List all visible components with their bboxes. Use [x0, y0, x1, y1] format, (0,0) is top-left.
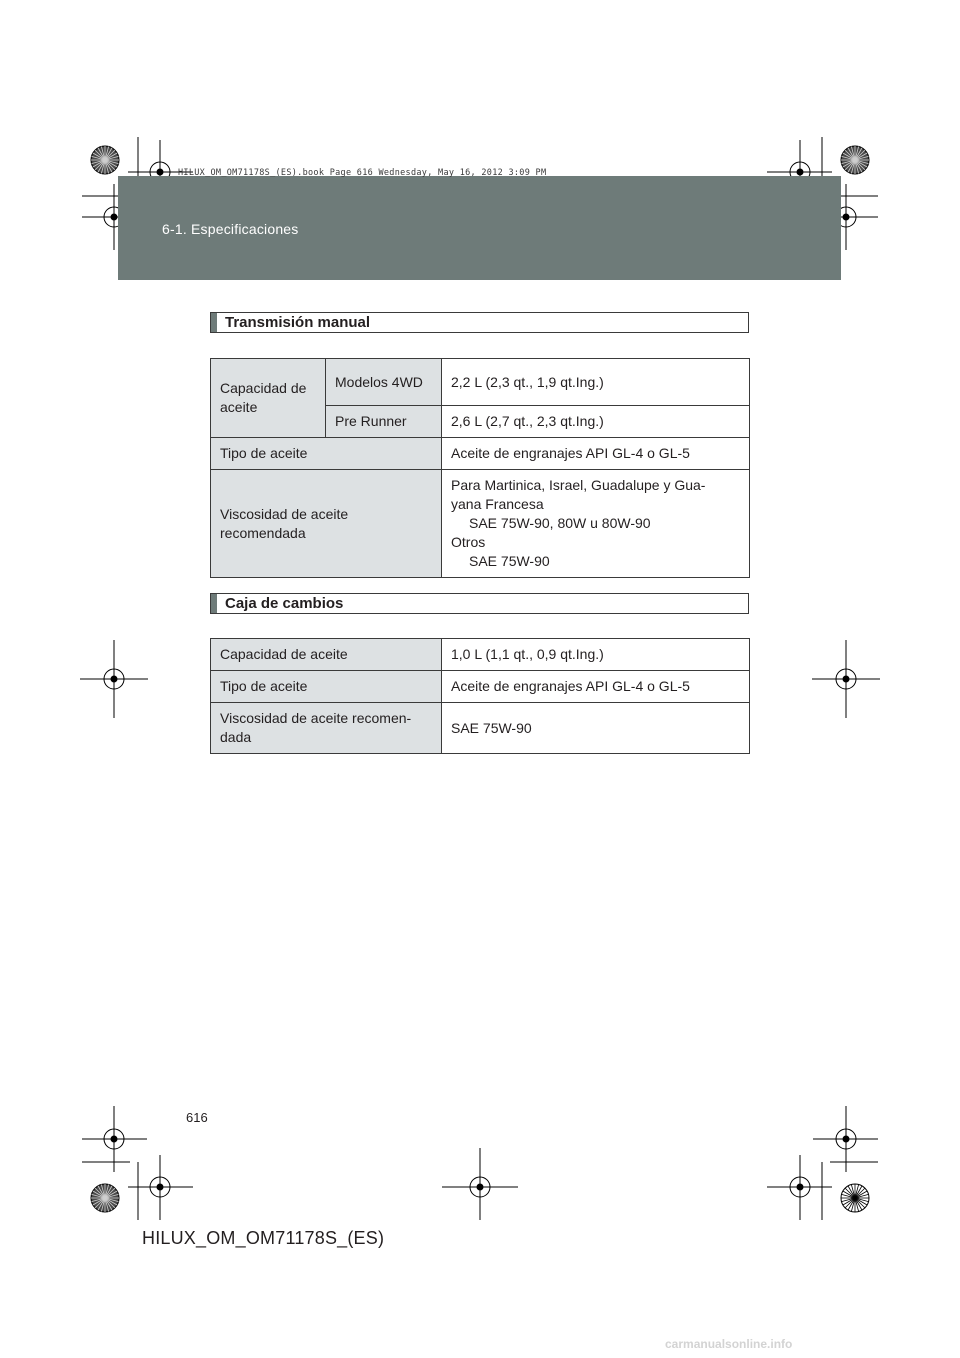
section-label: 6-1. Especificaciones — [162, 221, 299, 237]
oil-type-value-cell: Aceite de engranajes API GL-4 o GL-5 — [442, 438, 750, 470]
viscosity-value-cell — [442, 470, 750, 578]
watermark: carmanualsonline.info — [665, 1337, 793, 1351]
page-number: 616 — [186, 1110, 208, 1125]
heading-accent-bar — [211, 594, 217, 613]
viscosity-line: Otros — [451, 534, 486, 550]
viscosity-line: Para Martinica, Israel, Guadalupe y Gua- — [451, 477, 706, 493]
viscosity-label-cell: Viscosidad de aceite recomendada — [211, 470, 442, 578]
table-row — [211, 470, 750, 578]
table-row — [211, 359, 750, 406]
section-heading-manual-transmission — [210, 312, 749, 333]
value-cell: 2,6 L (2,7 qt., 2,3 qt.Ing.) — [442, 406, 750, 438]
value-cell: 2,2 L (2,3 qt., 1,9 qt.Ing.) — [442, 359, 750, 406]
table-row — [211, 438, 750, 470]
label-cell: Tipo de aceite — [211, 671, 442, 703]
value-cell: SAE 75W-90 — [442, 703, 750, 754]
value-cell: 1,0 L (1,1 qt., 0,9 qt.Ing.) — [442, 639, 750, 671]
transfer-case-table — [210, 638, 750, 754]
book-stamp: HILUX_OM_OM71178S_(ES).book Page 616 Wednesday, May 16, 2012 3:09 PM — [178, 168, 547, 178]
viscosity-line: yana Francesa — [451, 496, 544, 512]
model-cell: Modelos 4WD — [326, 359, 442, 406]
table-row — [211, 671, 750, 703]
section-title: Transmisión manual — [225, 314, 371, 331]
footer-doc-code: HILUX_OM_OM71178S_(ES) — [142, 1228, 385, 1248]
value-cell: Aceite de engranajes API GL-4 o GL-5 — [442, 671, 750, 703]
label-cell: Capacidad de aceite — [211, 639, 442, 671]
section-heading-transfer-case — [210, 593, 749, 614]
viscosity-line: SAE 75W-90, 80W u 80W-90 — [469, 515, 651, 531]
table-row — [211, 703, 750, 754]
manual-transmission-table — [210, 358, 750, 578]
model-cell: Pre Runner — [326, 406, 442, 438]
label-cell: Viscosidad de aceite recomen- dada — [211, 703, 442, 754]
oil-type-label-cell: Tipo de aceite — [211, 438, 442, 470]
heading-accent-bar — [211, 313, 217, 332]
capacity-label-cell: Capacidad de aceite — [211, 359, 326, 438]
viscosity-line: SAE 75W-90 — [469, 553, 550, 569]
table-row — [211, 639, 750, 671]
section-title: Caja de cambios — [225, 595, 344, 612]
